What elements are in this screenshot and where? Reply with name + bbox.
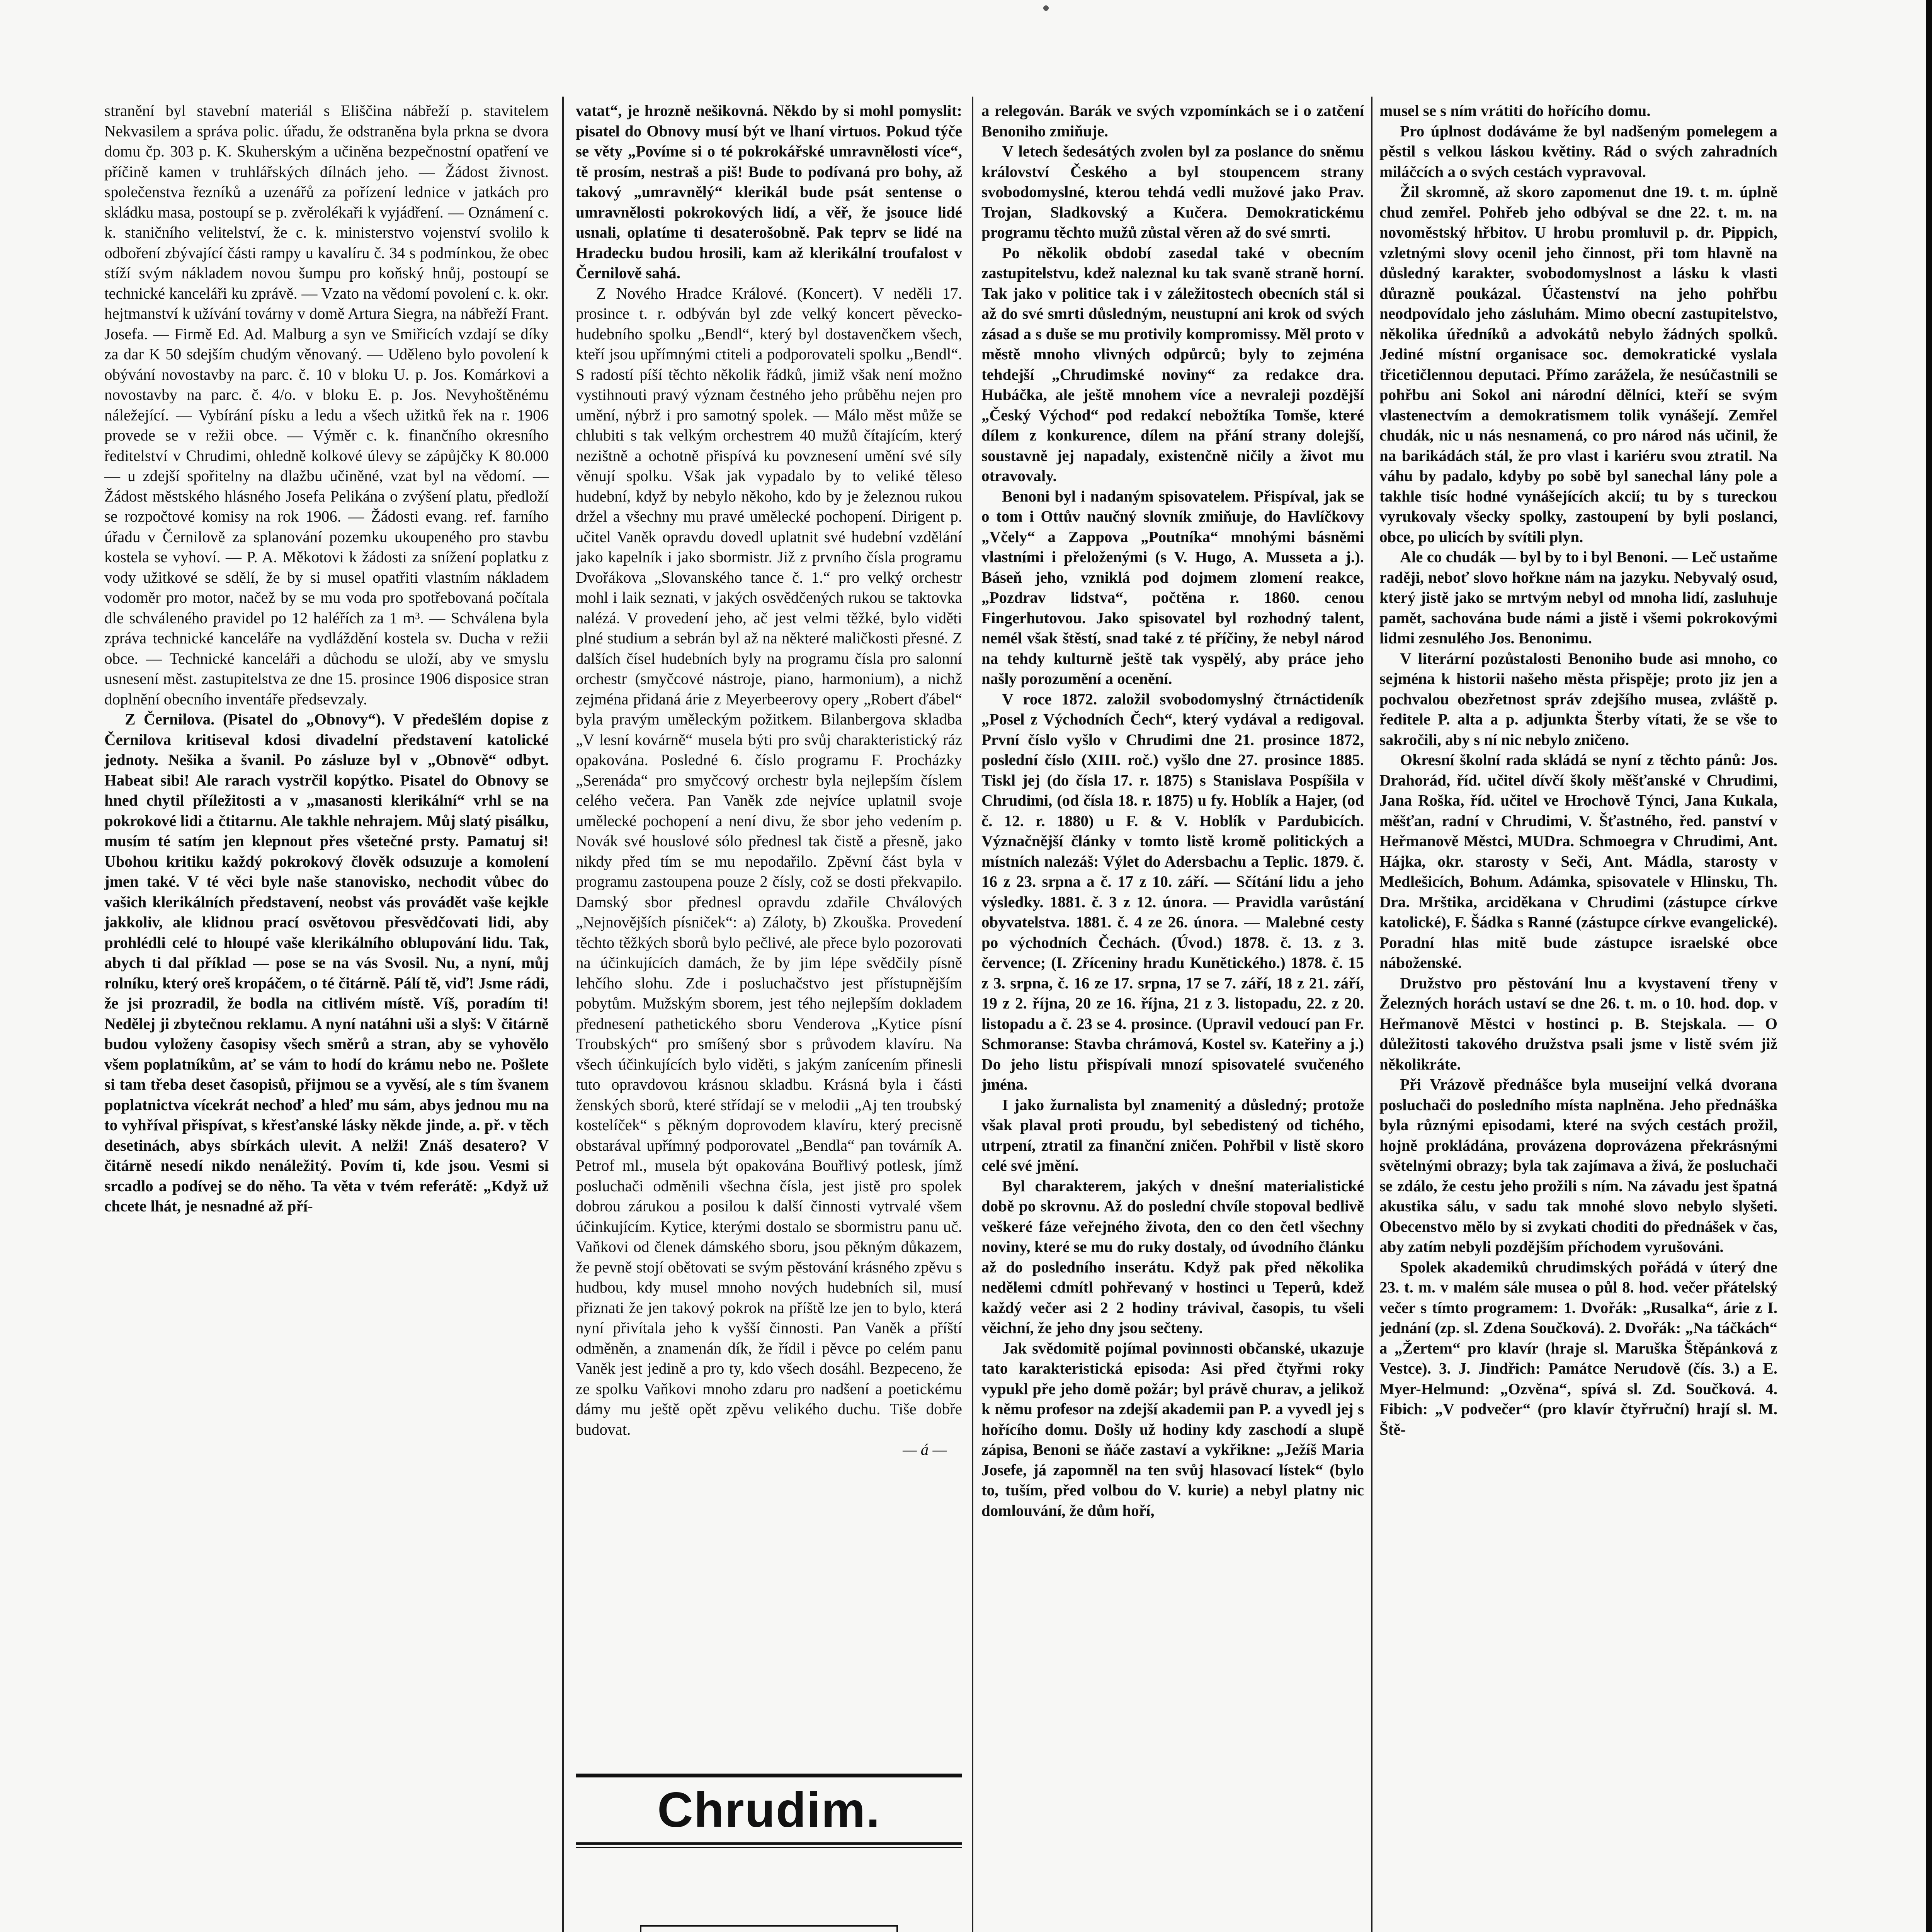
paragraph: I jako žurnalista byl znamenitý a důsledný; protože však plaval proti proudu, byl sebedistený od tichého, utrpení, ztratil za finanční zničen. Pohřbil v listě skoro celé své jmění. — [981, 1095, 1364, 1174]
section-masthead: Chrudim. — [657, 1782, 881, 1838]
paragraph: a relegován. Barák ve svých vzpomínkách se i o zatčení Benoniho zmiňuje. — [981, 102, 1364, 140]
paragraph: Byl charakterem, jakých v dnešní materialistické době po skrovnu. Až do poslední chvíle stopoval bedlivě veškeré fáze veřejného života, den co den četl všechny noviny, které se mu do ruky dostaly, od úvodního článku až do posledního inserátu. Když pak před několika nedělemi cdmítl pohřevaný v hostinci u Teperů, kdež každý večer asi 2 2 hodiny trávival, časopis, tu všeli věichní, že jeho dny jsou sečteny. — [981, 1177, 1364, 1337]
academics-society-article: Spolek akademiků chrudimských pořádá v úterý dne 23. t. m. v malém sále musea o půl 8. hod. večer přátelský večer s tímto programem: 1. Dvořák: „Rusalka“, árie z I. jednání (zp. sl. Zdena Součková). 2. Dvořák: „Na táčkách“ a „Žertem“ pro klavír (hraje sl. Maruška Štěpánková z Vestce). 3. J. Jindřich: Památce Nerudově (čís. 3.) a E. Myer-Helmund: „Ozvěna“, spívá sl. Zd. Součková. 4. Fibich: „V podvečer“ (pro klavír čtyřruční) hrají sl. M. Ště- — [1379, 1258, 1777, 1438]
paragraph: musel se s ním vrátiti do hořícího domu. — [1379, 102, 1651, 119]
scan-margin-shadow — [1926, 0, 1932, 1932]
column-rule — [1371, 97, 1372, 1932]
paragraph: Žil skromně, až skoro zapomenut dne 19. t. m. úplně chud zemřel. Pohřeb jeho odbýval se dne 22. t. m. na novoměstský hřbitov. U hrobu promluvil p. dr. Pippich, vzletnými slovy ocenil jeho činnost, při tom hlavně na důsledný karakter, svobodomyslnost a lásku k vlasti důrazně poukázal. Účastenství na jeho pohřbu neodpovídalo jeho zásluhám. Mimo obecní zastupitelstvo, několika úředníků a advokátů nebylo žádných spolků. Jediné místní organisace soc. demokratické vyslala třicetičlennou deputaci. Přímo zarážela, že nesúčastnili se pohřbu ani Sokol ani národní dělníci, kteří se svým vlastenectvím a demokratismem tolik vynášejí. Zemřel chudák, nic u nás nesnamená, co pro národ nás učinil, že na barikádách stál, že pro vlast i kariéru svou ztratil. Na váhu by padalo, kdyby po sobě byl sanechal lány pole a takhle tisíc hodné vynášejících akcií; tu by s tureckou vyrukovaly všecky spolky, zastoupení by byli poslanci, obce, po ulicích by svítili plyn. — [1379, 183, 1777, 546]
section-double-rule — [576, 1842, 962, 1848]
paragraph: Pro úplnost dodáváme že byl nadšeným pomelegem a pěstil s velkou láskou květiny. Rád o svých zahradních miláčcích a o svých cestách vypravoval. — [1379, 122, 1777, 180]
paragraph: V roce 1872. založil svobodomyslný čtrnáctideník „Posel z Východních Čech“, který vydával a redigoval. První číslo vyšlo v Chrudimi dne 21. prosince 1872, poslední číslo (XIII. roč.) vyšlo dne 27. prosince 1885. Tiskl jej (do čísla 17. r. 1875) s Stanislava Pospíšila v Chrudimi, (od čísla 18. r. 1875) u fy. Hoblík a Hajer, (od č. 12. r. 1880) u F. & V. Hoblík v Pardubicích. Význačnější články v tomto listě kromě politických a místních nalezáš: Výlet do Adersbachu a Teplic. 1879. č. 16 z 23. srpna a č. 17 z 10. září. — Sčítání lidu a jeho výsledky. 1881. č. 3 z 12. února. — Pravidla varůstání obyvatelstva. 1881. č. 4 ze 26. února. — Malebné cesty po východních Čechách. (Úvod.) 1878. č. 13. z 3. července; (I. Zříceniny hradu Kunětického.) 1878. č. 15 z 3. srpna, č. 16 ze 17. srpna, 17 se 7. září, 18 z 21. září, 19 z 2. října, 20 ze 16. října, 21 z 3. listopadu, 22. z 20. listopadu a č. 23 se 4. prosince. (Upravil vedoucí pan Fr. Schmoranse: Stavba chrámová, Kostel sv. Kateřiny a j.) Do jeho listu přispívali mnozí spisovatelé svučeného jména. — [981, 690, 1364, 1093]
print-dot — [1043, 5, 1049, 11]
lecture-article: Při Vrázově přednášce byla museijní velká dvorana posluchači do posledního místa naplněna. Jeho přednáška byla různými episodami, které na svých cestách prožil, hojně prokládána, provázena doprovázena překrásnými světelnými obrazy; byla tak zajímava a živá, že posluchači se zdálo, že cestu jeho prožili s ním. Na závadu jest špatná akustika sálu, v sadu tak mnohé slovo nebylo slyšeti. Obecenstvo mělo by si zvykati choditi do přednášek v čas, aby zatím nebyli pozdějším příchodem vyrušováni. — [1379, 1075, 1777, 1255]
column-rule — [562, 97, 564, 1932]
hradec-concert-article: Z Nového Hradce Králové. (Koncert). V neděli 17. prosince t. r. odbýván byl zde velký koncert pěvecko-hudebního spolku „Bendl“, který byl dostavenčkem všech, kteří jsou upřímnými ctiteli a podporovateli spolku „Bendl“. S radostí píší těchto několik řádků, jimiž však není možno vystihnouti pravý význam čestného jeho průběhu nejen pro umění, nýbrž i pro samotný spolek. — Málo měst může se chlubiti s tak velkým orchestrem 40 mužů čítajícím, který nezištně a ochotně přispívá ku povznesení umění své síly věnují spolku. Však jak vypadalo by to veliké těleso hudební, když by nebylo někoho, kdo by je železnou rukou držel a všechny mu pravé umělecké pochopení. Dirigent p. učitel Vaněk opravdu dovedl uplatnit své hudební vzdělání jako kapelník i jako sbormistr. Již z prvního čísla programu Dvořákova „Slovanského tance č. 1.“ pro velký orchestr mohl i laik seznati, v jakých osvědčených rukou se taktovka nalézá. V provedení jeho, ač jest velmi těžké, bylo viděti plné studium a sebrán byl až na některé maličkosti přesné. Z dalších čísel hudebních byly na programu čísla pro salonní orchestr (smyčcové nástroje, piano, harmonium), a nichž zejména přidaná árie z Meyerbeerovy opery „Robert ďábel“ byla pravým uměleckým požitkem. Bilanbergova skladba „V lesní kovárně“ musela býti pro svůj charakteristický ráz opakována. Posledné 6. číslo programu F. Procházky „Serenáda“ pro smyčcový orchestr byla nejlepším číslem celého večera. Pan Vaněk zde nejvíce uplatnil svoje umělecké pochopení a není divu, že sbor jeho vedením p. Novák své houslové sólo přednesl tak čistě a přesně, jako nikdy před tím se mu nepodařilo. Zpěvní část byla v programu zastoupena pouze 2 čísly, což se dosti překvapilo. Damský sbor přednesl opravdu zdařile Chválových „Nejnovějších písniček“: a) Záloty, b) Zkouška. Provedení těchto těžkých sborů bylo pečlivé, ale přece bylo pozorovati na účinkujících damách, že by jim lépe svědčily písně lehčího slohu. Zde i posluchačstvo jest přístupnějším pobytům. Mužským sborem, jest tého nejlepším dokladem přednesení pathetického sboru Venderova „Kytice písní Troubských“ pro smíšený sbor s průvodem klavíru. Na všech účinkujících bylo viděti, s jakým zanícením přinesli tuto opravdovou krásnou skladbu. Krásná byla i části ženských sborů, které střídají se v melodii „Aj ten troubský kostelíček“ s pěkným doprovodem klavíru, který precisně obstarával upřímný podporovatel „Bendla“ pan továrník A. Petrof ml., musela být opakována Bouřlivý potlesk, jímž posluchači odměnili všechna čísla, jest jistě pro spolek dobrou zárukou a posilou k další činnosti vytrvalé všem účinkujícím. Kytice, kterými dostalo se sbormistru panu uč. Vaňkovi od členek dámského sboru, jsou pěkným důkazem, že pevně stojí obětovati se svým pěstování krásného zpěvu s hudbou, kdy musel mnoho nových hudebních sil, musí přiznati že jen takový pokrok na příště lze jen to bylo, která nyní přivítala jeho k vyšší činnosti. Pan Vaněk a příští odměněn, a znamenán dík, že řídil i pěvce po celém panu Vaněk jest jedině a pro ty, kdo všech dosáhl. Bezpeceno, že ze spolku Vaňkovi mnoho zdaru pro nadšení a poetickému dámy mu ještě opět zpěvu velikého duchu. Tiše dobře budovat. — [576, 284, 962, 1438]
column-4 — [1379, 100, 1777, 1932]
section-rule — [576, 1774, 962, 1777]
flax-cooperative-article: Družstvo pro pěstování lnu a kvystavení třeny v Železných horách ustaví se dne 26. t. m. o 10. hod. dop. v Heřmanově Městci v hostinci p. B. Stejskala. — O důležitosti takového družstva psali jsme v listě svém již několikráte. — [1379, 974, 1777, 1073]
paragraph: Benoni byl i nadaným spisovatelem. Přispíval, jak se o tom i Ottův naučný slovník zmiňuje, do Havlíčkovy „Včely“ a Zappova „Poutníka“ mnohými básněmi vlastními i přeloženými (s V. Hugo, A. Musseta a j.). Báseň jeho, vzniklá pod dojmem zlomení reakce, „Pozdrav lidstva“, počtěna r. 1860. cenou Fingerhutovou. Jako spisovatel byl rozhodný talent, nemél však štěstí, snad také z té příčiny, že nebyl národ na tehdy kulturně ještě tak vyspělý, aby práce jeho našly porozumění a ocenění. — [981, 487, 1364, 687]
paragraph: Po několik období zasedal také v obecním zastupitelstvu, kdež naleznal ku tak svaně straně horní. Tak jako v politice tak i v záležitostech obecních stál si až do své smrti důsledným, neustupní ani krok od svých zásad a s duše se mu protivily kompromissy. Měl proto v městě mnoho vlivných odpůrců; byly to zejména tehdejší „Chrudimské noviny“ za redakce dra. Hubáčka, ale ještě mnohem více a nevraleji pozdější „Český Východ“ pod redakcí nebožtíka Tomše, které dílem z konkurence, dílem na přání strany dolejší, soustavně jej napadaly, existenčně ničily a život mu otravovaly. — [981, 243, 1364, 485]
paragraph: V letech šedesátých zvolen byl za poslance do sněmu království Českého a byl stoupencem strany svobodomyslné, kterou tehdá vedli mužové jako Prav. Trojan, Sladkovský a Kučera. Demokratickému programu těchto mužů zůstal věren až do své smrti. — [981, 142, 1364, 241]
cernilov-article: Z Černilova. (Pisatel do „Obnovy“). V předešlém dopise z Černilova kritiseval kdosi divadelní představení katolické jednoty. Nešika a švanil. Po zásluze byl v „Obnově“ odbyt. Habeat sibi! Ale rarach vystrčil kopýtko. Pisatel do Obnovy se hned chytil příležitosti a v „masanosti klerikální“ vrhl se na pokrokové lidi a čtitarnu. Ale takhle nehrajem. Můj slatý pisálku, musím té satím jen klepnout přes všetečné prsty. Pamatuj si! Ubohou kritiku každý pokrokový člověk odsuzuje a komolení jmen také. V té věci byle naše stanovisko, nechodit vůbec do vašich klerikálních představení, neobst vás provádět vaše kejkle jakkoliv, ale klidnou prací osvětovou přesvědčovati lidi, aby prohlédli celé to hloupé vaše klerikálního oblupování lidu. Tak, abych ti dal příklad — pose se na vás Svosil. Nu, a nyní, můj rolníku, který oreš kropáčem, o té čitárně. Pálí tě, viď! Jsme rádi, že jsi prozradil, že bodla na citlivém místě. Víš, poradím ti! Nedělej ji zbytečnou reklamu. A nyní natáhni uši a slyš: V čitárně budou vyloženy časopisy všech směrů a stran, aby se vyhovělo všem poplatníkům, ať se vám to hodí do krámu nebo ne. Pošlete si tam třeba deset časopisů, přijmou se a vyvěsí, ale s tím švanem poplatnictva vícekrát nechoď a hleď mu sám, abys jednou mu na to vyhříval přispívat, s křesťanské lásky někde jinde, a. př. v těch desetinách, abys sbírkách ulevit. A nelži! Znáš desatero? V čitárně nesedí nikdo nenáležitý. Povím ti, kde jsou. Vesmi si srcadlo a podívej se do něho. Ta věta v tvém referátě: „Když už chcete lhát, je nesnadné až pří- — [104, 710, 549, 1215]
school-board-article: Okresní školní rada skládá se nyní z těchto pánů: Jos. Drahorád, říd. učitel dívčí školy měšťanské v Chrudimi, Jana Roška, říd. učitel ve Hrochově Týnci, Jana Kukala, měšťan, radní v Chrudimi, V. Šťastného, řed. panství v Heřmanově Městci, MUDra. Schmoegra v Chrudimi, Ant. Hájka, okr. starosty v Seči, Ant. Mádla, starosty v Medlešicích, Bohum. Adámka, spisovatele v Hlinsku, Th. Dra. Mrštika, arciděkana v Chrudimi (zástupce církve katolické), F. Šádka s Ranné (zástupce církve evangelické). Poradní hlas mitě bude zástupce israelské obce náboženské. — [1379, 751, 1777, 971]
obituary-box — [640, 1925, 898, 1932]
chrudim-section — [576, 1774, 962, 1932]
council-minutes-paragraph: stranění byl stavební materiál s Eliščina nábřeží p. stavitelem Nekvasilem a správa polic. úřadu, že odstraněna byla prkna se dvora domu čp. 303 p. K. Skuherským a učiněna bezpečnostní opatření ve příčině kamen v truhlářských dílnách jeho. — Žádost živnost. společenstva řezníků a uzenářů za pořízení lednice v jatkách pro skládku masa, postoupí se p. zvěrolékaři k vyjádření. — Oznámení c. k. staničního velitelství, že c. k. ministerstvo vojenství svolilo k odboření zbývající části rampy u kavalíru č. 34 s podmínkou, že obec stíží svým nákladem novou šumpu pro koňský hnůj, postoupí se technické kanceláři ku zprávě. — Vzato na vědomí povolení c. k. okr. hejtmanství k užívání továrny v domě Artura Siegra, na nábřeží Frant. Josefa. — Firmě Ed. Ad. Malburg a syn ve Smiřicích vzdají se díky za dar K 50 sdejším chudým věnovaný. — Uděleno bylo povolení k obývání novostavby na parc. č. 10 v bloku U. p. Jos. Komárkovi a novostavby na parc. č. 4/o. v bloku E. p. Jos. Nevyhoštěnému náležející. — Vybírání písku a ledu a všech užitků řek na r. 1906 provede se v režii obce. — Výměr c. k. finančního okresního ředitelství v Chrudimi, ohledně kolkové úlevy se zápůjčky K 80.000 — u zdejší spořitelny na dlažbu učiněné, vzat byl na vědomí. — Žádost městského hlásného Josefa Pelikána o zvýšení platu, předloží se rozpočtové komisy na rok 1906. — Žádosti evang. ref. farního úřadu v Černilově za splanování pozemku ukoupeného pro stavbu kostela se vyhoví. — P. A. Měkotovi k žádosti za snížení poplatku z vody užitkové se sdělí, že by si musel opatřiti vlastním nákladem vodoměr pro motor, načež by se mu voda pro spotřebovaná počítala dle schváleného pravidel po 12 haléřích za 1 m³. — Schválena byla zpráva technické kanceláře na vydláždění kostela sv. Ducha v režii obce. — Technické kanceláři a důchodu se uloží, aby ve smyslu usnesení měst. zastupitelstva ze dne 15. prosince 1906 disposice stran doplnění obecního inventáře předsevzaly. — [104, 102, 549, 708]
article-signature: — á — — [903, 1440, 947, 1458]
column-1 — [104, 100, 549, 1932]
paragraph: Jak svědomitě pojímal povinnosti občanské, ukazuje tato karakteristická episoda: Asi před čtyřmi roky vypukl pře jeho domě požár; byl právě churav, a jelikož k němu profesor na zdejší akademii pan P. a vyvedl jej s hořícího domu. Došly už hodiny kdy zaschodí a slupě zápisa, Benoni se ňáče zastaví a vykřikne: „Ježíš Maria Josefe, já zapomněl na ten svůj hlasovací lístek“ (bylo to, tuším, před volbou do V. kurie) a nebyl platny nic domlouvání, že dům hoří, — [981, 1339, 1364, 1519]
column-3 — [981, 100, 1364, 1932]
column-2 — [576, 100, 962, 1770]
paragraph: Ale co chudák — byl by to i byl Benoni. — Leč ustaňme raději, neboť slovo hořkne nám na jazyku. Nebyvalý osud, který jistě jako se mrtvým nebyl od mnoha lidí, zasluhuje pamět, sachována bude námi a jistě i všemi pokrokovými lidmi zesnulého Jos. Benonimu. — [1379, 548, 1777, 647]
cernilov-article-continued: vatat“, je hrozně nešikovná. Někdo by si mohl pomyslit: pisatel do Obnovy musí být ve lhaní virtuos. Pokud týče se věty „Povíme si o té pokrokářské umravnělosti více“, tě prosím, nestraš a piš! Bude to podívaná pro bohy, až takový „umravnělý“ klerikál bude psát sentense o umravnělosti pokrokových lidí, a věř, že jsouce lidé usnali, oplatíme ti desaterošobně. Pak teprv se lidé na Hradecku budou hrosili, kam až klerikální troufalost v Černilově sahá. — [576, 102, 962, 282]
column-rule — [972, 97, 973, 1932]
paragraph: V literární pozůstalosti Benoniho bude asi mnoho, co sejména k historii našeho města přispěje; proto jiz jen a pochvalou obezřetnost správ zdejšího musea, zvláště p. ředitele P. alta a p. adjunkta Šterby vítati, že se vše to sakročili, aby s ní nic nebylo zničeno. — [1379, 649, 1777, 748]
